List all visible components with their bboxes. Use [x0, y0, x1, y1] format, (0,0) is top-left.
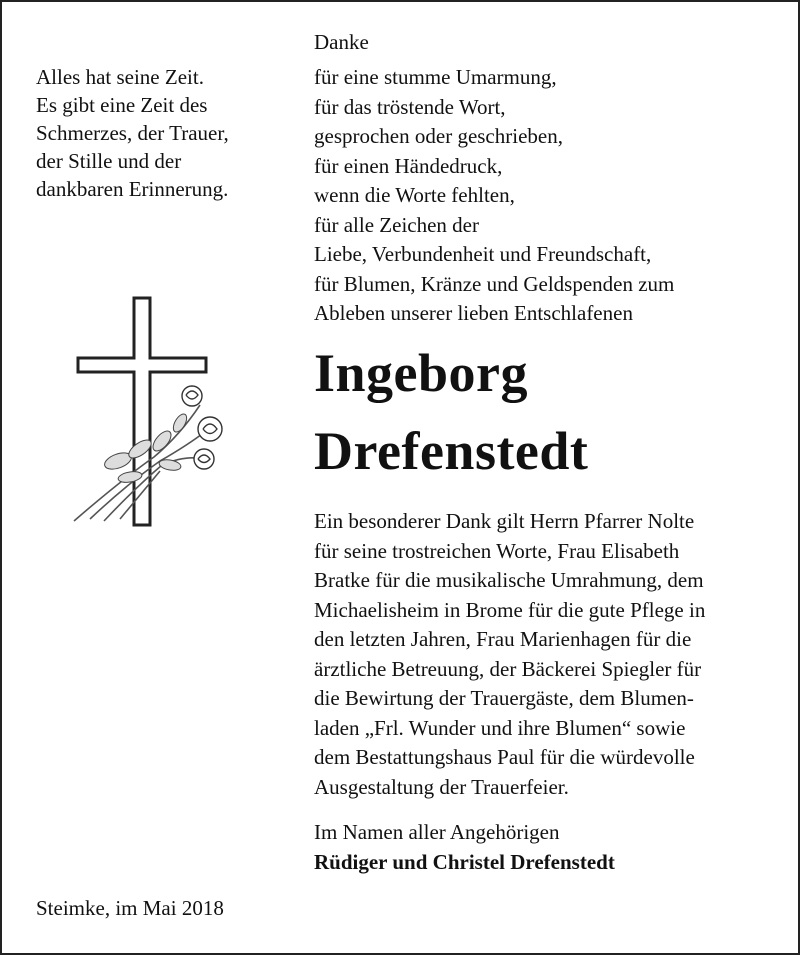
thanks-line: für das tröstende Wort, — [314, 94, 506, 119]
thanks-list — [314, 63, 674, 329]
special-thanks-line: die Bewirtung der Trauergäste, dem Blumen- — [314, 686, 694, 710]
thanks-line: für eine stumme Umarmung, — [314, 65, 557, 89]
thanks-line: Ableben unserer lieben Entschlafenen — [314, 301, 633, 325]
signature-names: Rüdiger und Christel Drefenstedt — [314, 850, 615, 874]
signature-block — [314, 817, 615, 877]
special-thanks-line: Michaelisheim in Brome für die gute Pflege in — [314, 597, 706, 622]
thanks-line: für alle Zeichen der — [314, 212, 479, 237]
special-thanks-line: dem Bestattungshaus Paul für die würdevolle — [314, 745, 695, 769]
deceased-last-name: Drefenstedt — [314, 421, 589, 481]
special-thanks-line: laden „Frl. Wunder und ihre Blumen“ sowie — [314, 715, 686, 740]
thanks-line: gesprochen oder geschrieben, — [314, 124, 563, 148]
cross-with-flowers-icon — [70, 295, 240, 535]
verse-block — [36, 63, 286, 203]
verse-line: der Stille und der — [36, 149, 182, 173]
thanks-line: für Blumen, Kränze und Geldspenden zum — [314, 271, 675, 296]
cross-illustration — [70, 295, 240, 535]
verse-line: Schmerzes, der Trauer, — [36, 121, 229, 145]
place-date: Steimke, im Mai 2018 — [36, 896, 224, 920]
deceased-first-name: Ingeborg — [314, 343, 529, 403]
special-thanks-line: ärztliche Betreuung, der Bäckerei Spiegler für — [314, 656, 702, 681]
thanks-line: Liebe, Verbundenheit und Freundschaft, — [314, 242, 652, 266]
special-thanks-line: den letzten Jahren, Frau Marienhagen für die — [314, 627, 692, 651]
signature-intro: Im Namen aller Angehörigen — [314, 820, 560, 844]
verse-line: Alles hat seine Zeit. — [36, 65, 204, 89]
thanks-line: wenn die Worte fehlten, — [314, 183, 515, 207]
danke-heading: Danke — [314, 30, 369, 54]
special-thanks-line: Ausgestaltung der Trauerfeier. — [314, 774, 569, 799]
special-thanks-line: Bratke für die musikalische Umrahmung, dem — [314, 568, 704, 592]
special-thanks-line: Ein besonderer Dank gilt Herrn Pfarrer Nolte — [314, 509, 695, 533]
special-thanks-line: für seine trostreichen Worte, Frau Elisabeth — [314, 538, 680, 563]
verse-line: dankbaren Erinnerung. — [36, 177, 229, 201]
special-thanks-text — [314, 507, 766, 802]
thanks-line: für einen Händedruck, — [314, 153, 503, 178]
verse-line: Es gibt eine Zeit des — [36, 93, 208, 117]
